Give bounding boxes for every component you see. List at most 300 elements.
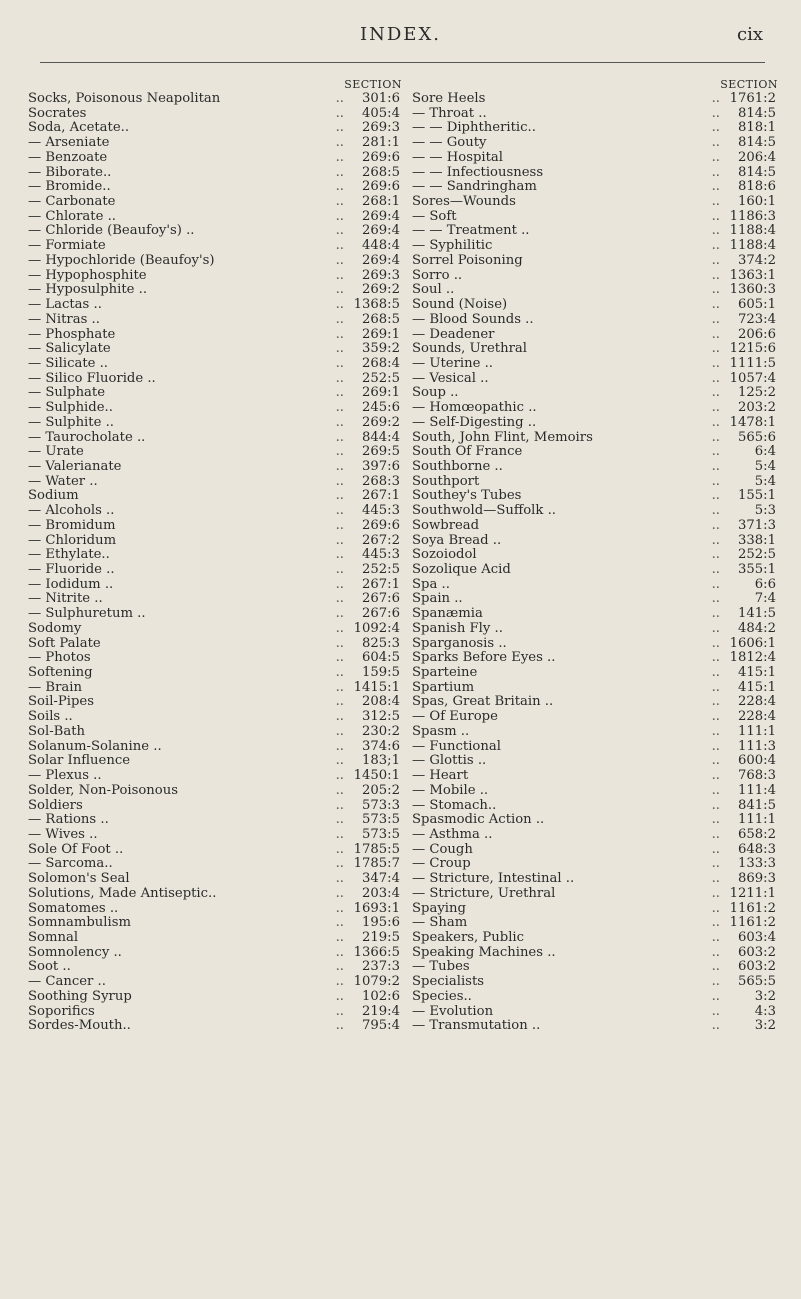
leader-dots: .. bbox=[711, 1018, 720, 1034]
index-term: — Asthma .. bbox=[412, 827, 493, 842]
index-entry bbox=[412, 166, 782, 181]
leader-dots: .. bbox=[335, 458, 344, 474]
section-reference: 603:4 bbox=[737, 929, 776, 945]
index-entry bbox=[412, 445, 782, 460]
index-term: — Sulphite .. bbox=[28, 415, 114, 430]
section-reference: 269:4 bbox=[361, 208, 400, 224]
index-term: Spasmodic Action .. bbox=[412, 813, 545, 828]
leader-dots: .. bbox=[711, 208, 720, 224]
index-term: Specialists bbox=[412, 975, 485, 990]
section-reference: 268:5 bbox=[361, 311, 400, 327]
leader-dots: .. bbox=[335, 797, 344, 813]
section-reference: 1188:4 bbox=[729, 223, 776, 239]
section-reference: 1211:1 bbox=[729, 885, 776, 901]
section-reference: 206:4 bbox=[737, 149, 776, 165]
index-entry bbox=[28, 592, 406, 607]
index-entry bbox=[412, 813, 782, 828]
leader-dots: .. bbox=[711, 915, 720, 931]
leader-dots: .. bbox=[711, 974, 720, 990]
section-reference: 1111:5 bbox=[729, 355, 776, 371]
index-entry bbox=[28, 239, 406, 254]
index-term: Spasm .. bbox=[412, 724, 470, 739]
index-entry bbox=[28, 754, 406, 769]
index-term: Socks, Poisonous Neapolitan bbox=[28, 92, 221, 106]
index-term: — Nitras .. bbox=[28, 312, 100, 327]
index-term: Sodium bbox=[28, 489, 79, 504]
leader-dots: .. bbox=[711, 988, 720, 1004]
section-reference: 814:5 bbox=[737, 164, 776, 180]
leader-dots: .. bbox=[711, 812, 720, 828]
leader-dots: .. bbox=[335, 591, 344, 607]
index-entry bbox=[28, 740, 406, 755]
section-reference: 604:5 bbox=[361, 650, 400, 666]
leader-dots: .. bbox=[335, 929, 344, 945]
index-entry bbox=[28, 460, 406, 475]
index-entry bbox=[412, 269, 782, 284]
index-term: Softening bbox=[28, 666, 93, 681]
index-term: — Silico Fluoride .. bbox=[28, 371, 156, 386]
section-reference: 374:6 bbox=[361, 738, 400, 754]
index-entry bbox=[28, 121, 406, 136]
section-reference: 269:4 bbox=[361, 223, 400, 239]
index-term: Sol-Bath bbox=[28, 724, 85, 739]
index-entry bbox=[412, 931, 782, 946]
index-entry bbox=[412, 960, 782, 975]
index-term: — Deadener bbox=[412, 327, 495, 342]
index-entry bbox=[28, 769, 406, 784]
section-reference: 768:3 bbox=[737, 768, 776, 784]
section-reference: 133:3 bbox=[737, 856, 776, 872]
leader-dots: .. bbox=[711, 753, 720, 769]
section-label: SECTION bbox=[344, 78, 402, 91]
index-entry bbox=[28, 1005, 406, 1020]
section-reference: 206:6 bbox=[737, 326, 776, 342]
section-reference: 6:4 bbox=[754, 444, 776, 460]
index-term: — Urate bbox=[28, 445, 84, 460]
index-term: — Hyposulphite .. bbox=[28, 283, 148, 298]
leader-dots: .. bbox=[335, 238, 344, 254]
section-reference: 4:3 bbox=[754, 1003, 776, 1019]
index-entry bbox=[28, 857, 406, 872]
leader-dots: .. bbox=[711, 944, 720, 960]
index-entry bbox=[28, 607, 406, 622]
index-entry bbox=[412, 548, 782, 563]
index-entry bbox=[412, 578, 782, 593]
leader-dots: .. bbox=[335, 105, 344, 121]
leader-dots: .. bbox=[335, 370, 344, 386]
section-reference: 7:4 bbox=[754, 591, 776, 607]
index-entry bbox=[412, 475, 782, 490]
index-entry bbox=[412, 519, 782, 534]
index-entry bbox=[28, 180, 406, 195]
index-term: — Stricture, Urethral bbox=[412, 886, 556, 901]
index-entry bbox=[28, 578, 406, 593]
leader-dots: .. bbox=[335, 885, 344, 901]
leader-dots: .. bbox=[335, 635, 344, 651]
section-reference: 1092:4 bbox=[353, 620, 400, 636]
leader-dots: .. bbox=[335, 665, 344, 681]
section-reference: 3:2 bbox=[754, 988, 776, 1004]
section-reference: 603:2 bbox=[737, 944, 776, 960]
leader-dots: .. bbox=[335, 606, 344, 622]
section-reference: 484:2 bbox=[737, 620, 776, 636]
index-entry bbox=[28, 563, 406, 578]
index-term: — Fluoride .. bbox=[28, 563, 115, 577]
index-term: Soft Palate bbox=[28, 636, 101, 651]
leader-dots: .. bbox=[335, 194, 344, 210]
section-reference: 723:4 bbox=[737, 311, 776, 327]
index-term: Southport bbox=[412, 474, 480, 489]
section-reference: 359:2 bbox=[361, 341, 400, 357]
section-reference: 445:3 bbox=[361, 503, 400, 519]
section-reference: 605:1 bbox=[737, 297, 776, 313]
section-reference: 269:2 bbox=[361, 414, 400, 430]
index-entry bbox=[28, 475, 406, 490]
index-term: — Nitrite .. bbox=[28, 592, 103, 607]
index-term: — Uterine .. bbox=[412, 356, 493, 371]
index-entry bbox=[412, 121, 782, 136]
index-term: — Hypochloride (Beaufoy's) bbox=[28, 253, 215, 268]
leader-dots: .. bbox=[711, 385, 720, 401]
leader-dots: .. bbox=[711, 517, 720, 533]
section-reference: 141:5 bbox=[737, 606, 776, 622]
leader-dots: .. bbox=[335, 135, 344, 151]
index-entry bbox=[28, 622, 406, 637]
leader-dots: .. bbox=[711, 635, 720, 651]
leader-dots: .. bbox=[711, 135, 720, 151]
index-term: Socrates bbox=[28, 106, 87, 121]
index-term: — Sulphide.. bbox=[28, 401, 113, 416]
index-term: — Sham bbox=[412, 916, 468, 931]
index-term: — Soft bbox=[412, 209, 457, 224]
section-reference: 111:1 bbox=[737, 812, 776, 828]
index-term: — Stricture, Intestinal .. bbox=[412, 872, 575, 887]
section-reference: 1057:4 bbox=[729, 370, 776, 386]
leader-dots: .. bbox=[711, 532, 720, 548]
section-reference: 5:4 bbox=[754, 473, 776, 489]
index-entry bbox=[28, 813, 406, 828]
section-reference: 267:2 bbox=[361, 532, 400, 548]
index-term: — Croup bbox=[412, 857, 471, 872]
index-term: — Cancer .. bbox=[28, 975, 106, 990]
index-entry bbox=[28, 416, 406, 431]
index-term: South Of France bbox=[412, 445, 523, 460]
index-entry bbox=[28, 710, 406, 725]
index-term: Soda, Acetate.. bbox=[28, 121, 130, 136]
section-reference: 155:1 bbox=[737, 488, 776, 504]
index-term: Sowbread bbox=[412, 518, 480, 533]
index-entry bbox=[412, 857, 782, 872]
index-term: — Wives .. bbox=[28, 827, 98, 842]
section-reference: 111:1 bbox=[737, 723, 776, 739]
index-entry bbox=[412, 92, 782, 107]
section-reference: 230:2 bbox=[361, 723, 400, 739]
index-term: — Phosphate bbox=[28, 327, 116, 342]
index-term: — Stomach.. bbox=[412, 798, 497, 813]
leader-dots: .. bbox=[711, 355, 720, 371]
index-term: — Carbonate bbox=[28, 195, 116, 210]
section-reference: 6:6 bbox=[754, 576, 776, 592]
section-reference: 573:5 bbox=[361, 812, 400, 828]
leader-dots: .. bbox=[711, 223, 720, 239]
page-title: INDEX. bbox=[360, 24, 441, 45]
section-reference: 208:4 bbox=[361, 694, 400, 710]
leader-dots: .. bbox=[335, 326, 344, 342]
leader-dots: .. bbox=[711, 959, 720, 975]
index-entry bbox=[412, 328, 782, 343]
leader-dots: .. bbox=[335, 841, 344, 857]
leader-dots: .. bbox=[335, 149, 344, 165]
leader-dots: .. bbox=[711, 665, 720, 681]
index-entry bbox=[28, 224, 406, 239]
leader-dots: .. bbox=[335, 517, 344, 533]
section-reference: 1693:1 bbox=[353, 900, 400, 916]
index-entry bbox=[28, 151, 406, 166]
index-entry bbox=[28, 92, 406, 107]
index-term: Species.. bbox=[412, 989, 472, 1004]
section-reference: 1415:1 bbox=[353, 679, 400, 695]
leader-dots: .. bbox=[711, 503, 720, 519]
index-entry bbox=[28, 166, 406, 181]
index-entry bbox=[412, 298, 782, 313]
index-entry bbox=[412, 607, 782, 622]
leader-dots: .. bbox=[335, 444, 344, 460]
index-term: — Iodidum .. bbox=[28, 577, 114, 592]
section-reference: 445:3 bbox=[361, 547, 400, 563]
section-reference: 869:3 bbox=[737, 871, 776, 887]
leader-dots: .. bbox=[335, 385, 344, 401]
leader-dots: .. bbox=[335, 974, 344, 990]
leader-dots: .. bbox=[711, 282, 720, 298]
index-entry bbox=[28, 445, 406, 460]
leader-dots: .. bbox=[335, 208, 344, 224]
section-reference: 448:4 bbox=[361, 238, 400, 254]
index-term: — Arseniate bbox=[28, 136, 110, 151]
index-entry bbox=[412, 180, 782, 195]
section-reference: 825:3 bbox=[361, 635, 400, 651]
index-entry bbox=[28, 313, 406, 328]
section-reference: 102:6 bbox=[361, 988, 400, 1004]
index-entry bbox=[28, 1019, 406, 1034]
index-term: — Bromidum bbox=[28, 518, 116, 533]
index-term: Sound (Noise) bbox=[412, 298, 508, 313]
section-reference: 301:6 bbox=[361, 91, 400, 106]
index-entry bbox=[28, 784, 406, 799]
index-entry bbox=[412, 416, 782, 431]
index-term: Somatomes .. bbox=[28, 901, 119, 916]
section-reference: 814:5 bbox=[737, 105, 776, 121]
leader-dots: .. bbox=[711, 709, 720, 725]
leader-dots: .. bbox=[711, 179, 720, 195]
leader-dots: .. bbox=[335, 532, 344, 548]
index-term: — Bromide.. bbox=[28, 180, 111, 195]
index-term: — Lactas .. bbox=[28, 298, 102, 313]
index-term: — Heart bbox=[412, 769, 469, 784]
page-header bbox=[0, 22, 801, 52]
index-term: — Sulphuretum .. bbox=[28, 607, 146, 622]
section-reference: 269:1 bbox=[361, 326, 400, 342]
section-reference: 269:6 bbox=[361, 149, 400, 165]
index-entry bbox=[412, 681, 782, 696]
index-entry bbox=[28, 283, 406, 298]
index-column-left bbox=[28, 78, 406, 1034]
leader-dots: .. bbox=[711, 341, 720, 357]
index-term: Soothing Syrup bbox=[28, 989, 132, 1004]
section-reference: 648:3 bbox=[737, 841, 776, 857]
index-entry bbox=[412, 563, 782, 578]
index-term: — Functional bbox=[412, 739, 501, 754]
index-term: — Benzoate bbox=[28, 150, 108, 165]
section-reference: 3:2 bbox=[754, 1018, 776, 1034]
leader-dots: .. bbox=[335, 179, 344, 195]
leader-dots: .. bbox=[711, 782, 720, 798]
index-entry bbox=[412, 695, 782, 710]
leader-dots: .. bbox=[711, 591, 720, 607]
section-reference: 252:5 bbox=[361, 562, 400, 577]
index-term: Southwold—Suffolk .. bbox=[412, 504, 556, 519]
leader-dots: .. bbox=[335, 871, 344, 887]
section-reference: 160:1 bbox=[737, 194, 776, 210]
index-entry bbox=[412, 725, 782, 740]
index-entry bbox=[28, 254, 406, 269]
index-term: Sore Heels bbox=[412, 92, 486, 106]
section-reference: 203:4 bbox=[361, 885, 400, 901]
section-reference: 268:1 bbox=[361, 194, 400, 210]
section-reference: 159:5 bbox=[361, 665, 400, 681]
index-term: Spanæmia bbox=[412, 607, 483, 622]
leader-dots: .. bbox=[335, 988, 344, 1004]
index-entry bbox=[412, 975, 782, 990]
section-reference: 203:2 bbox=[737, 400, 776, 416]
index-entry bbox=[412, 887, 782, 902]
leader-dots: .. bbox=[711, 620, 720, 636]
section-reference: 600:4 bbox=[737, 753, 776, 769]
index-entry bbox=[28, 489, 406, 504]
leader-dots: .. bbox=[711, 326, 720, 342]
index-entry bbox=[412, 622, 782, 637]
index-entry bbox=[412, 828, 782, 843]
leader-dots: .. bbox=[711, 797, 720, 813]
section-reference: 219:5 bbox=[361, 929, 400, 945]
section-reference: 269:3 bbox=[361, 267, 400, 283]
index-term: Soup .. bbox=[412, 386, 459, 401]
leader-dots: .. bbox=[335, 473, 344, 489]
leader-dots: .. bbox=[335, 900, 344, 916]
index-term: — Sarcoma.. bbox=[28, 857, 113, 872]
leader-dots: .. bbox=[711, 297, 720, 313]
index-entry bbox=[28, 401, 406, 416]
section-reference: 5:4 bbox=[754, 458, 776, 474]
index-entry bbox=[28, 887, 406, 902]
index-entry bbox=[28, 534, 406, 549]
index-term: — Tubes bbox=[412, 960, 470, 975]
section-reference: 267:6 bbox=[361, 591, 400, 607]
index-term: Sozolique Acid bbox=[412, 563, 511, 577]
index-term: Sparteine bbox=[412, 666, 478, 681]
index-entry bbox=[412, 740, 782, 755]
index-entry bbox=[412, 990, 782, 1005]
leader-dots: .. bbox=[711, 238, 720, 254]
section-reference: 269:2 bbox=[361, 282, 400, 298]
index-term: — Vesical .. bbox=[412, 371, 489, 386]
index-term: — Hypophosphite bbox=[28, 268, 147, 283]
index-entry bbox=[412, 872, 782, 887]
index-entry bbox=[412, 107, 782, 122]
leader-dots: .. bbox=[335, 709, 344, 725]
leader-dots: .. bbox=[711, 414, 720, 430]
section-reference: 267:6 bbox=[361, 606, 400, 622]
index-entry bbox=[412, 210, 782, 225]
index-term: Somnambulism bbox=[28, 916, 131, 931]
section-reference: 125:2 bbox=[737, 385, 776, 401]
index-entry bbox=[412, 224, 782, 239]
index-term: — Formiate bbox=[28, 239, 106, 254]
section-reference: 195:6 bbox=[361, 915, 400, 931]
index-term: — Cough bbox=[412, 842, 473, 857]
section-reference: 111:4 bbox=[737, 782, 776, 798]
index-entry bbox=[412, 372, 782, 387]
index-term: — Taurocholate .. bbox=[28, 430, 146, 445]
section-reference: 573:5 bbox=[361, 826, 400, 842]
index-entry bbox=[28, 386, 406, 401]
index-entry bbox=[412, 651, 782, 666]
index-term: — — Hospital bbox=[412, 150, 504, 165]
index-term: Soporifics bbox=[28, 1004, 95, 1019]
index-entry bbox=[412, 784, 782, 799]
leader-dots: .. bbox=[711, 252, 720, 268]
section-reference: 603:2 bbox=[737, 959, 776, 975]
index-term: — Photos bbox=[28, 651, 91, 666]
index-term: South, John Flint, Memoirs bbox=[412, 430, 593, 445]
leader-dots: .. bbox=[711, 400, 720, 416]
index-entry bbox=[412, 357, 782, 372]
index-entry bbox=[412, 666, 782, 681]
leader-dots: .. bbox=[335, 547, 344, 563]
index-entry bbox=[28, 107, 406, 122]
leader-dots: .. bbox=[335, 826, 344, 842]
leader-dots: .. bbox=[711, 738, 720, 754]
section-reference: 818:1 bbox=[737, 120, 776, 136]
leader-dots: .. bbox=[335, 576, 344, 592]
index-entry bbox=[28, 960, 406, 975]
section-reference: 1079:2 bbox=[353, 974, 400, 990]
index-term: Speakers, Public bbox=[412, 930, 525, 945]
index-term: Southey's Tubes bbox=[412, 489, 522, 504]
section-reference: 1450:1 bbox=[353, 768, 400, 784]
index-entry bbox=[412, 769, 782, 784]
section-reference: 268:5 bbox=[361, 164, 400, 180]
index-entry bbox=[28, 990, 406, 1005]
leader-dots: .. bbox=[711, 164, 720, 180]
section-reference: 237:3 bbox=[361, 959, 400, 975]
section-reference: 111:3 bbox=[737, 738, 776, 754]
index-term: Soot .. bbox=[28, 960, 71, 975]
leader-dots: .. bbox=[335, 341, 344, 357]
section-reference: 1188:4 bbox=[729, 238, 776, 254]
section-reference: 281:1 bbox=[361, 135, 400, 151]
leader-dots: .. bbox=[335, 400, 344, 416]
index-term: — — Diphtheritic.. bbox=[412, 121, 536, 136]
section-reference: 269:3 bbox=[361, 120, 400, 136]
leader-dots: .. bbox=[711, 547, 720, 563]
leader-dots: .. bbox=[711, 885, 720, 901]
section-reference: 338:1 bbox=[737, 532, 776, 548]
leader-dots: .. bbox=[711, 444, 720, 460]
section-reference: 347:4 bbox=[361, 871, 400, 887]
leader-dots: .. bbox=[335, 267, 344, 283]
leader-dots: .. bbox=[335, 944, 344, 960]
index-entry bbox=[28, 651, 406, 666]
